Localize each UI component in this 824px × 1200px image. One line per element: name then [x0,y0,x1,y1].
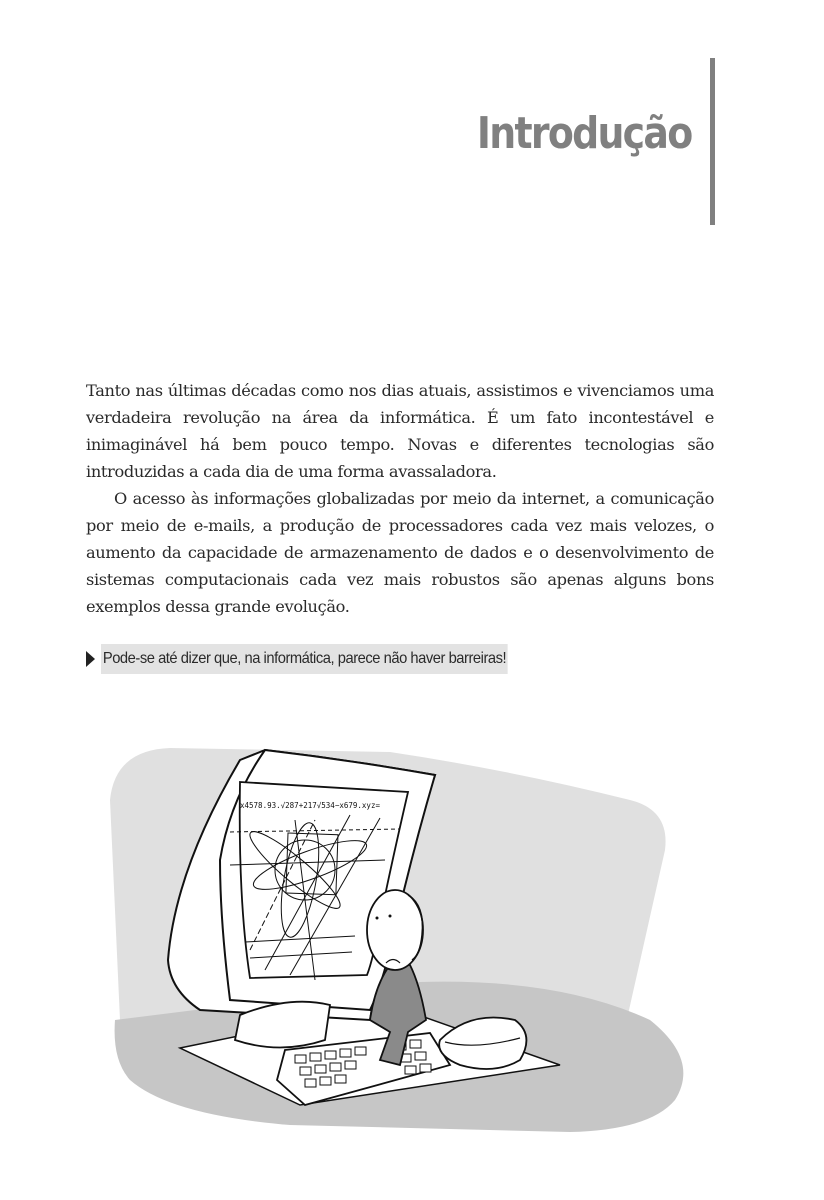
chapter-title: Introdução [476,108,691,159]
body-text [86,377,714,620]
title-divider-bar [710,58,715,225]
computer-cartoon-illustration [90,720,690,1140]
paragraph-1: Tanto nas últimas décadas como nos dias atuais, assistimos e vivenciamos uma verdadeira revolução na área da informática. É um fato incontestável e inimaginável há bem pouco tempo. Novas e diferentes tecnologias são introduzidas a cada dia de uma forma avassaladora. [86,381,714,481]
triangle-right-icon [86,651,95,667]
callout [86,644,543,674]
callout-text: Pode-se até dizer que, na informática, parece não haver barreiras! [101,644,508,674]
screen-formula: x4578.93.√287+217√534−x679.xyz= [240,801,380,810]
paragraph-2: O acesso às informações globalizadas por meio da internet, a comunicação por meio de e-mails, a produção de processadores cada vez mais velozes, o aumento da capacidade de armazenamento de dados e o desenvolvimento de sistemas computacionais cada vez mais robustos são apenas alguns bons exemplos dessa grande evolução. [86,489,714,616]
